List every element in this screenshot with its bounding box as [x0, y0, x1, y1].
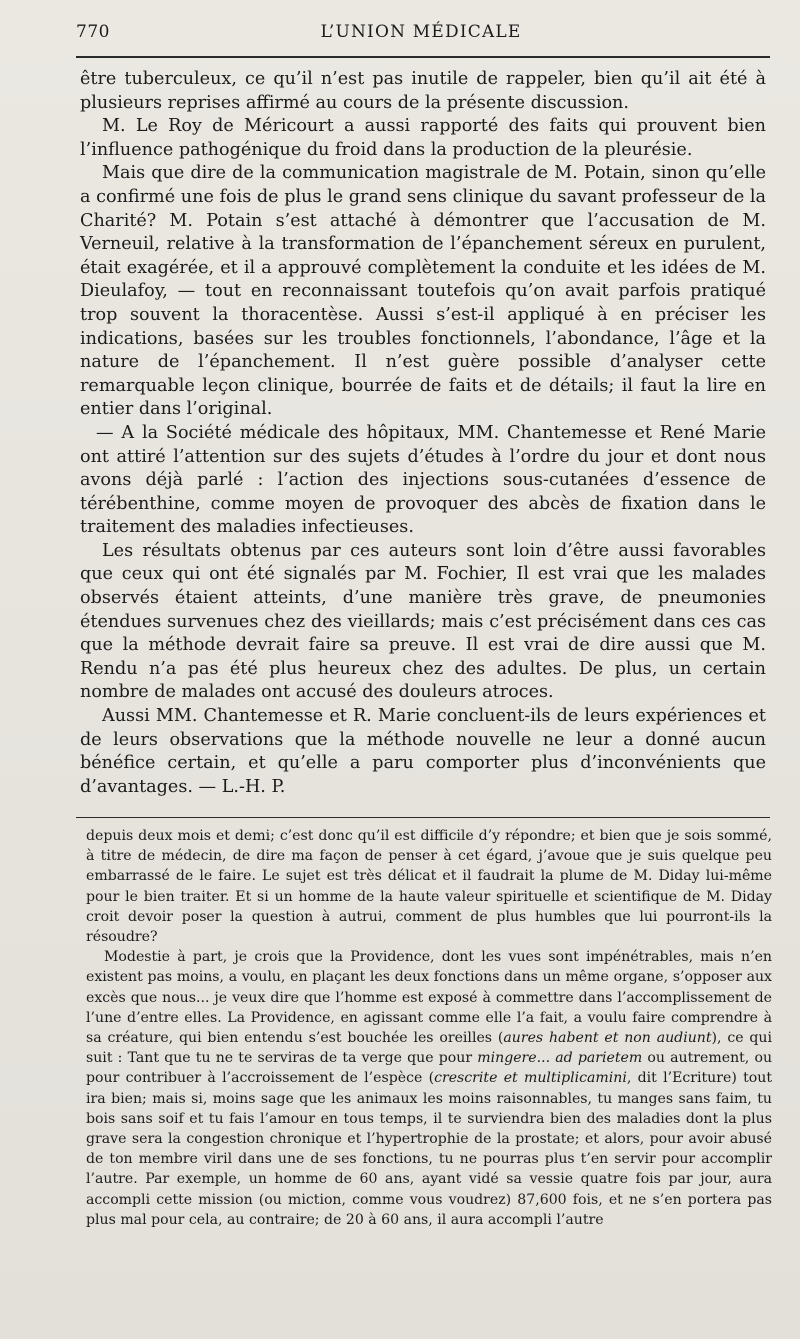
paragraph: Aussi MM. Chantemesse et R. Marie concluent-ils de leurs expériences et de leurs observations que la méthode nouvelle ne leur a donné aucun bénéfice certain, et qu’elle a paru comporter plus d’inconvénients que d’avantages. — L.-H. P. — [80, 706, 766, 797]
footnote-paragraph: depuis deux mois et demi; c’est donc qu’il est difficile d’y répondre; et bien que je sois sommé, à titre de médecin, de dire ma façon de penser à cet égard, j’avoue que je suis quelque peu embarrassé de le faire. Le sujet est très délicat et il faudrait la plume de M. Diday lui-même pour le bien traiter. Et si un homme de la haute valeur spirituelle et scientifique de M. Diday croit devoir poser la question à autrui, comment de plus humbles que lui pourront-ils la résoudre? — [86, 828, 772, 946]
footnote-text — [86, 826, 772, 1230]
header-rule — [76, 56, 770, 58]
running-title: L’UNION MÉDICALE — [320, 22, 522, 42]
main-text — [80, 68, 766, 799]
paragraph: M. Le Roy de Méricourt a aussi rapporté des faits qui prouvent bien l’influence pathogénique du froid dans la production de la pleurésie. — [80, 116, 766, 160]
paragraph: Mais que dire de la communication magistrale de M. Potain, sinon qu’elle a confirmé une fois de plus le grand sens clinique du savant professeur de la Charité? M. Potain s’est attaché à démontrer que l’accusation de M. Verneuil, relative à la transformation de l’épanchement séreux en purulent, était exagérée, et il a approuvé complètement la conduite et les idées de M. Dieulafoy, — tout en reconnaissant toutefois qu’on avait parfois pratiqué trop souvent la thoracentèse. Aussi s’est-il appliqué à en préciser les indications, basées sur les troubles fonctionnels, l’abondance, l’âge et la nature de l’épanchement. Il n’est guère possible d’analyser cette remarquable leçon clinique, bourrée de faits et de détails; il faut la lire en entier dans l’original. — [80, 163, 766, 420]
footnote-paragraph: Modestie à part, je crois que la Providence, dont les vues sont impénétrables, mais n’en existent pas moins, a voulu, en plaçant les deux fonctions dans un même organe, s’opposer aux excès que nous... je veux dire que l’homme est exposé à commettre dans l’accomplissement de l’une d’entre elles. La Providence, en agissant comme elle l’a fait, a voulu faire comprendre à sa créature, qui bien entendu s’est bouchée les oreilles (aures habent et non audiunt), ce qui suit : Tant que tu ne te serviras de ta verge que pour mingere... ad parietem ou autrement, ou pour contribuer à l’accroissement de l’espèce (crescrite et multiplicamini, dit l’Ecriture) tout ira bien; mais si, moins sage que les animaux les moins raisonnables, tu manges sans faim, tu bois sans soif et tu fais l’amour en tous temps, il te surviendra bien des maladies dont la plus grave sera la congestion chronique et l’hypertrophie de la prostate; et alors, pour avoir abusé de ton membre viril dans une de ses fonctions, tu ne pourras plus t’en servir pour accomplir l’autre. Par exemple, un homme de 60 ans, ayant vidé sa vessie quatre fois par jour, aura accompli cette mission (ou miction, comme vous voudrez) 87,600 fois, et ne s’en portera pas plus mal pour cela, au contraire; de 20 à 60 ans, il aura accompli l’autre — [86, 949, 773, 1228]
page-bottom-margin — [0, 1292, 800, 1332]
paragraph: — A la Société médicale des hôpitaux, MM. Chantemesse et René Marie ont attiré l’attention sur des sujets d’études à l’ordre du jour et dont nous avons déjà parlé : l’action des injections sous-cutanées d’essence de térébenthine, comme moyen de provoquer des abcès de fixation dans le traitement des maladies infectieuses. — [80, 422, 766, 538]
page-header — [76, 22, 766, 52]
paragraph: être tuberculeux, ce qu’il n’est pas inutile de rappeler, bien qu’il ait été à plusieurs reprises affirmé au cours de la présente discussion. — [80, 69, 766, 113]
paragraph: Les résultats obtenus par ces auteurs sont loin d’être aussi favorables que ceux qui ont été signalés par M. Fochier, Il est vrai que les malades observés étaient atteints, d’une manière très grave, de pneumonies étendues survenues chez des vieillards; mais c’est précisément dans ces cas que la méthode devrait faire sa preuve. Il est vrai de dire aussi que M. Rendu n’a pas été plus heureux chez des adultes. De plus, un certain nombre de malades ont accusé des douleurs atroces. — [80, 540, 766, 703]
page-number: 770 — [76, 22, 110, 42]
footnote-separator — [76, 817, 770, 818]
